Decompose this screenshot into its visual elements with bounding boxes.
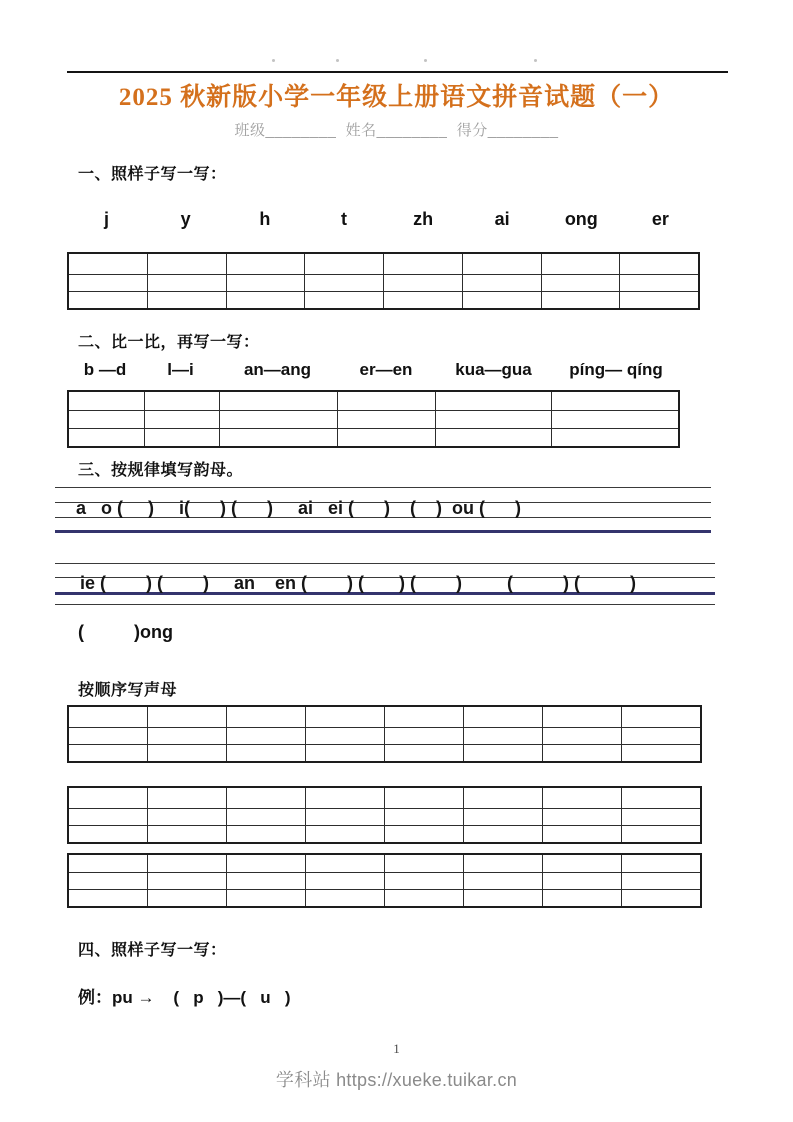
table-cell <box>384 707 463 727</box>
table-cell <box>621 873 700 889</box>
table-cell <box>304 275 383 291</box>
table-row <box>69 410 678 428</box>
table-row <box>69 825 700 842</box>
table-cell <box>69 873 147 889</box>
table-cell <box>463 728 542 744</box>
vowel-fill-line3: ( )ong <box>78 622 173 642</box>
table-cell <box>621 855 700 872</box>
table-cell <box>226 809 305 825</box>
pinyin-fourline-grid <box>55 487 711 534</box>
table-cell <box>147 728 226 744</box>
table-cell <box>541 254 620 274</box>
table-cell <box>462 254 541 274</box>
table-cell <box>337 392 435 410</box>
grid-line <box>55 563 715 564</box>
table-cell <box>619 292 698 308</box>
table-cell <box>384 890 463 906</box>
pinyin-letter: er <box>651 209 669 229</box>
table-cell <box>69 788 147 808</box>
table-cell <box>226 826 305 842</box>
pinyin-letter: t <box>340 209 347 229</box>
table-cell <box>226 873 305 889</box>
table-cell <box>144 429 219 446</box>
table-cell <box>542 855 621 872</box>
table-cell <box>305 873 384 889</box>
table-cell <box>69 429 144 446</box>
table-cell <box>551 392 678 410</box>
table-cell <box>147 809 226 825</box>
table-cell <box>147 826 226 842</box>
table-cell <box>619 275 698 291</box>
table-cell <box>435 392 551 410</box>
table-cell <box>551 429 678 446</box>
answer-grid-table <box>67 390 680 448</box>
scan-speck <box>534 59 537 62</box>
answer-grid-table <box>67 705 702 763</box>
table-cell <box>147 855 226 872</box>
vowel-fill-line2: ie ( ) ( ) an en ( ) ( ) ( ) ( ) ( ) <box>80 573 637 593</box>
table-cell <box>226 745 305 761</box>
table-cell <box>462 275 541 291</box>
table-cell <box>462 292 541 308</box>
table-cell <box>435 429 551 446</box>
table-cell <box>305 788 384 808</box>
table-row <box>69 727 700 744</box>
table-row <box>69 808 700 825</box>
table-cell <box>69 275 147 291</box>
table-cell <box>463 809 542 825</box>
table-cell <box>69 728 147 744</box>
table-cell <box>144 411 219 428</box>
table-cell <box>226 707 305 727</box>
table-cell <box>147 745 226 761</box>
grid-baseline-navy <box>55 530 711 533</box>
table-cell <box>305 809 384 825</box>
table-cell <box>69 809 147 825</box>
table-row <box>69 254 698 274</box>
table-cell <box>226 890 305 906</box>
table-cell <box>305 728 384 744</box>
section3-heading: 三、按规律填写韵母。 <box>78 462 244 479</box>
pinyin-letter: j <box>104 209 110 229</box>
table-cell <box>621 728 700 744</box>
pinyin-letter: h <box>259 209 271 229</box>
table-cell <box>619 254 698 274</box>
table-cell <box>226 275 305 291</box>
table-cell <box>542 788 621 808</box>
compare-pair: l—i <box>167 360 194 379</box>
table-cell <box>69 890 147 906</box>
table-cell <box>541 275 620 291</box>
table-cell <box>226 788 305 808</box>
compare-pair: an—ang <box>243 360 312 379</box>
table-cell <box>463 745 542 761</box>
table-row <box>69 707 700 727</box>
scan-speck <box>424 59 427 62</box>
pinyin-letter: y <box>180 209 191 229</box>
compare-pair: er—en <box>359 360 413 379</box>
table-row <box>69 392 678 410</box>
table-cell <box>226 728 305 744</box>
table-cell <box>147 707 226 727</box>
table-cell <box>463 788 542 808</box>
pinyin-fourline-grid <box>55 563 715 605</box>
table-cell <box>383 275 462 291</box>
page-number: 1 <box>393 1041 400 1056</box>
table-cell <box>384 809 463 825</box>
table-cell <box>551 411 678 428</box>
table-cell <box>305 890 384 906</box>
table-cell <box>147 275 226 291</box>
table-cell <box>542 826 621 842</box>
table-cell <box>226 292 305 308</box>
answer-grid-table <box>67 252 700 310</box>
table-cell <box>541 292 620 308</box>
table-cell <box>305 826 384 842</box>
table-cell <box>542 809 621 825</box>
table-cell <box>337 429 435 446</box>
table-cell <box>219 392 337 410</box>
table-cell <box>621 788 700 808</box>
table-cell <box>69 826 147 842</box>
table-cell <box>144 392 219 410</box>
table-cell <box>226 855 305 872</box>
table-cell <box>621 890 700 906</box>
scan-speck <box>272 59 275 62</box>
answer-grid-table <box>67 786 702 844</box>
table-cell <box>219 411 337 428</box>
compare-pair: kua—gua <box>455 360 532 379</box>
grid-line <box>55 604 715 605</box>
pinyin-letter: ong <box>564 209 598 229</box>
table-cell <box>69 292 147 308</box>
table-cell <box>383 254 462 274</box>
table-cell <box>147 788 226 808</box>
scan-speck <box>336 59 339 62</box>
student-info-line: 班级________ 姓名________ 得分________ <box>234 122 559 139</box>
table-cell <box>542 745 621 761</box>
table-cell <box>621 826 700 842</box>
table-cell <box>621 809 700 825</box>
table-cell <box>542 873 621 889</box>
table-row <box>69 428 678 446</box>
table-cell <box>147 292 226 308</box>
table-cell <box>542 728 621 744</box>
table-cell <box>621 707 700 727</box>
table-row <box>69 855 700 872</box>
table-cell <box>621 745 700 761</box>
table-cell <box>147 890 226 906</box>
table-cell <box>384 855 463 872</box>
table-cell <box>384 873 463 889</box>
table-cell <box>147 254 226 274</box>
pinyin-letter: zh <box>413 209 434 229</box>
table-cell <box>463 855 542 872</box>
grid-line <box>55 487 711 488</box>
table-cell <box>435 411 551 428</box>
table-cell <box>384 728 463 744</box>
table-cell <box>463 873 542 889</box>
table-cell <box>226 254 305 274</box>
section4-example: 例：pu → ( p )—( u ) <box>78 988 291 1007</box>
table-cell <box>305 707 384 727</box>
section4-heading: 四、照样子写一写： <box>78 942 227 959</box>
compare-pair: b —d <box>83 360 127 379</box>
table-cell <box>463 890 542 906</box>
table-cell <box>69 745 147 761</box>
table-cell <box>542 890 621 906</box>
table-cell <box>69 707 147 727</box>
page-title: 2025 秋新版小学一年级上册语文拼音试题（一） <box>118 84 675 111</box>
vowel-fill-line1: a o ( ) i( ) ( ) ai ei ( ) ( ) ou ( ) <box>76 498 522 518</box>
table-cell <box>542 707 621 727</box>
table-cell <box>384 745 463 761</box>
section1-heading: 一、照样子写一写： <box>78 166 227 183</box>
table-row <box>69 744 700 761</box>
table-cell <box>69 855 147 872</box>
answer-grid-table <box>67 853 702 908</box>
table-row <box>69 291 698 308</box>
table-cell <box>463 826 542 842</box>
table-cell <box>304 292 383 308</box>
table-cell <box>384 788 463 808</box>
section2-heading: 二、比一比，再写一写： <box>78 334 260 351</box>
compare-pair: píng— qíng <box>569 360 663 379</box>
pinyin-letter: ai <box>494 209 510 229</box>
table-cell <box>304 254 383 274</box>
table-cell <box>463 707 542 727</box>
section1-letters-row <box>67 209 700 230</box>
table-cell <box>69 411 144 428</box>
table-row <box>69 889 700 906</box>
section2-pairs-row <box>67 360 680 380</box>
table-cell <box>383 292 462 308</box>
table-cell <box>69 254 147 274</box>
section3-subheading: 按顺序写声母 <box>78 682 178 699</box>
table-row <box>69 788 700 808</box>
site-watermark: 学科站 https://xueke.tuikar.cn <box>275 1070 518 1090</box>
table-cell <box>69 392 144 410</box>
table-row <box>69 872 700 889</box>
table-cell <box>305 745 384 761</box>
top-divider-rule <box>67 71 728 73</box>
table-cell <box>219 429 337 446</box>
table-cell <box>337 411 435 428</box>
table-row <box>69 274 698 291</box>
table-cell <box>147 873 226 889</box>
table-cell <box>384 826 463 842</box>
table-cell <box>305 855 384 872</box>
